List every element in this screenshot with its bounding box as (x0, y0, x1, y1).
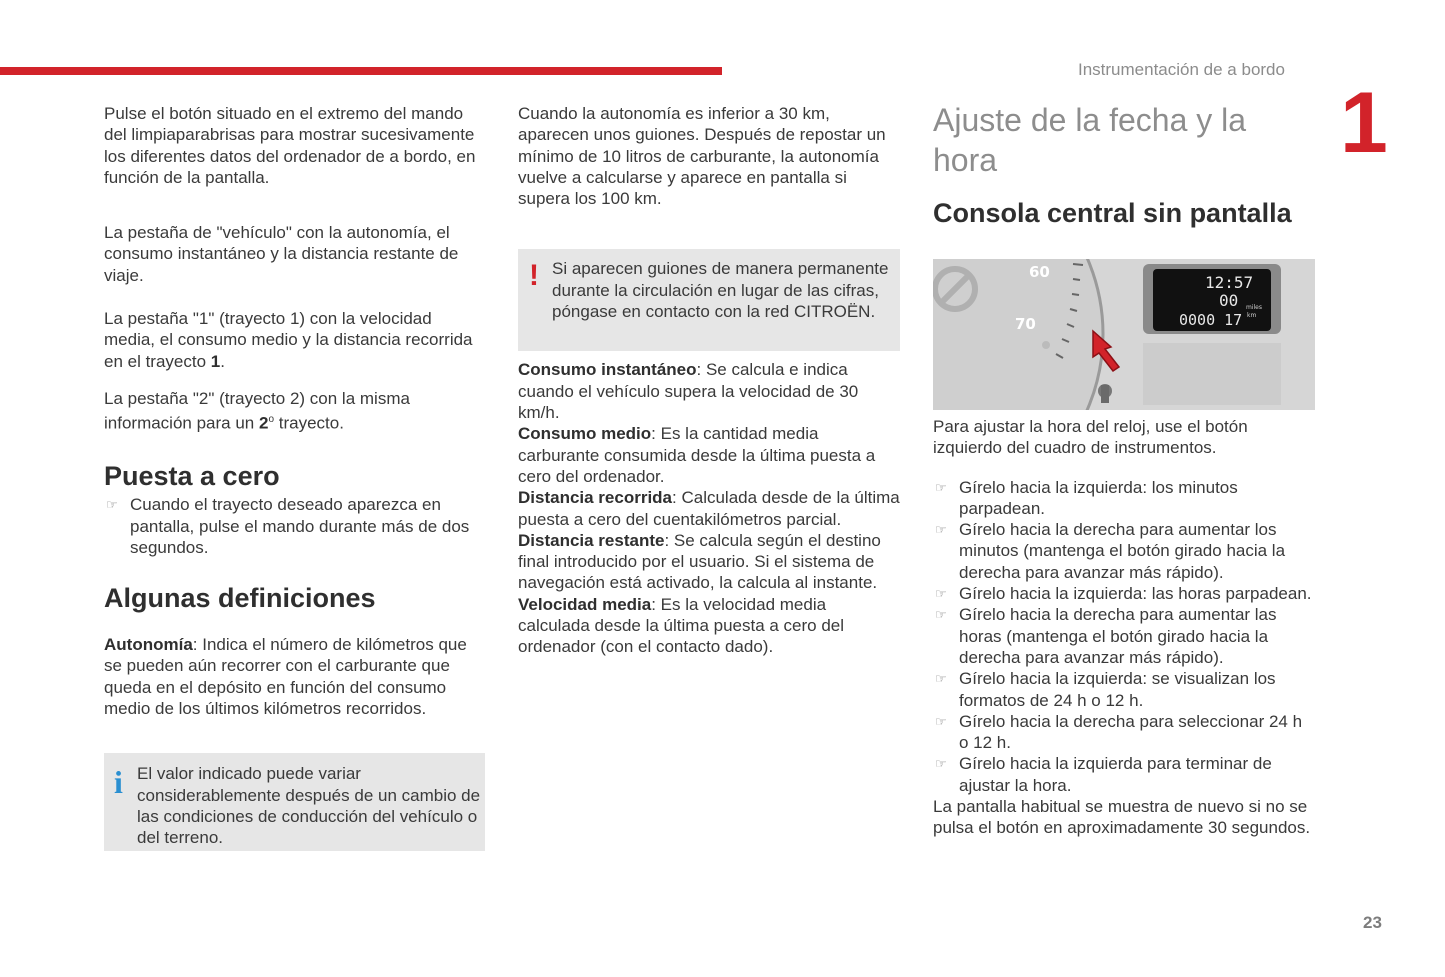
pointing-hand-icon: ☞ (935, 586, 947, 602)
paragraph-trip1-tab: La pestaña "1" (trayecto 1) con la velocidad media, el consumo medio y la distancia recorrida en el trayecto 1. (104, 309, 473, 371)
column-left (104, 103, 484, 851)
pointing-hand-icon: ☞ (935, 671, 947, 687)
definition-item: Velocidad media: Es la velocidad media calculada desde la última puesta a cero del ordenador (con el contacto dado). (518, 594, 845, 657)
pointing-hand-icon: ☞ (935, 522, 947, 538)
list-item: ☞ Gírelo hacia la izquierda para terminar de ajustar la hora. (935, 754, 1272, 795)
definitions-list (518, 359, 902, 657)
lcd-units-km: km (1247, 312, 1257, 319)
info-note-text: El valor indicado puede variar considerablemente después de un cambio de las condiciones de conducción del vehículo o del terreno. (137, 764, 481, 848)
heading-definitions: Algunas definiciones (104, 583, 376, 614)
list-item: ☞ Gírelo hacia la derecha para seleccionar 24 h o 12 h. (935, 711, 1303, 753)
column-middle (518, 103, 902, 658)
list-item: ☞ Gírelo hacia la izquierda: los minutos parpadean. (935, 477, 1238, 518)
page-number: 23 (1363, 913, 1382, 932)
lcd-time: 12:57 (1205, 273, 1254, 292)
heading-reset: Puesta a cero (104, 461, 280, 492)
lcd-mid: 00 (1219, 291, 1239, 310)
list-item: ☞ Cuando el trayecto deseado aparezca en pantalla, pulse el mando durante más de dos segundos. (106, 495, 470, 557)
paragraph-clock-outro: La pantalla habitual se muestra de nuevo si no se pulsa el botón en aproximadamente 30 segundos. (933, 797, 1311, 838)
info-icon: i (114, 764, 123, 801)
list-item: ☞ Gírelo hacia la izquierda: las horas parpadean. (935, 584, 1312, 604)
chapter-number: 1 (1340, 75, 1388, 171)
column-right (933, 100, 1315, 839)
definition-item: Consumo medio: Es la cantidad media carburante consumida desde la última puesta a cero del ordenador. (518, 424, 876, 486)
paragraph-trip2-tab: La pestaña "2" (trayecto 2) con la misma información para un 2$^o$ trayecto. (104, 388, 410, 433)
gauge-70-label: 70 (1015, 315, 1036, 333)
info-note-box (104, 753, 485, 851)
instrument-panel-image (933, 259, 1315, 410)
lcd-units-miles: miles (1246, 304, 1262, 311)
list-item: ☞ Gírelo hacia la izquierda: se visualizan los formatos de 24 h o 12 h. (935, 669, 1276, 710)
section-subtitle: Consola central sin pantalla (933, 198, 1292, 228)
definition-item: Distancia restante: Se calcula según el destino final introducido por el usuario. Si el sistema de navegación está activado, la calcula al instante. (518, 530, 881, 593)
paragraph-clock-intro: Para ajustar la hora del reloj, use el botón izquierdo del cuadro de instrumentos. (933, 417, 1248, 458)
gauge-60-label: 60 (1029, 263, 1050, 281)
paragraph-vehicle-tab: La pestaña de "vehículo" con la autonomía, el consumo instantáneo y la distancia restante de viaje. (104, 223, 459, 285)
paragraph-intro: Pulse el botón situado en el extremo del mando del limpiaparabrisas para mostrar sucesivamente los diferentes datos del ordenador de a bordo, en función de la pantalla. (104, 104, 476, 187)
paragraph-autonomy-dashes: Cuando la autonomía es inferior a 30 km, aparecen unos guiones. Después de repostar un mínimo de 10 litros de carburante, la autonomía vuelve a calcularse y aparece en pantalla si supera los 100 km. (518, 104, 886, 209)
lcd-odometer: 0000 17 (1179, 311, 1243, 329)
exclamation-icon: ! (529, 259, 539, 293)
warning-note-box (518, 249, 900, 351)
pointing-hand-icon: ☞ (935, 607, 947, 623)
section-title: Ajuste de la fecha y la hora (933, 102, 1247, 178)
clock-steps-list (933, 477, 1315, 796)
definition-item: Consumo instantáneo: Se calcula e indica cuando el vehículo supera la velocidad de 30 km/h. (518, 360, 859, 423)
definition-autonomy: Autonomía: Indica el número de kilómetros que se pueden aún recorrer con el carburante que queda en el depósito en función del consumo medio de los últimos kilómetros recorridos. (104, 635, 467, 718)
section-header: Instrumentación de a bordo (1078, 60, 1285, 79)
list-item: ☞ Gírelo hacia la derecha para aumentar los minutos (mantenga el botón girado hacia la derecha para avanzar más rápido). (935, 520, 1286, 582)
warning-note-text: Si aparecen guiones de manera permanente durante la circulación en lugar de las cifras, póngase en contacto con la red CITROËN. (552, 259, 889, 322)
pointing-hand-icon: ☞ (935, 479, 947, 495)
definition-item: Distancia recorrida: Calculada desde de la última puesta a cero del cuentakilómetros parcial. (518, 488, 900, 529)
pointing-hand-icon: ☞ (935, 713, 947, 729)
list-item: ☞ Gírelo hacia la derecha para aumentar las horas (mantenga el botón girado hacia la derecha para avanzar más rápido). (935, 605, 1277, 667)
pointing-hand-icon: ☞ (106, 497, 118, 513)
pointing-hand-icon: ☞ (935, 756, 947, 772)
header-red-bar (0, 67, 722, 75)
